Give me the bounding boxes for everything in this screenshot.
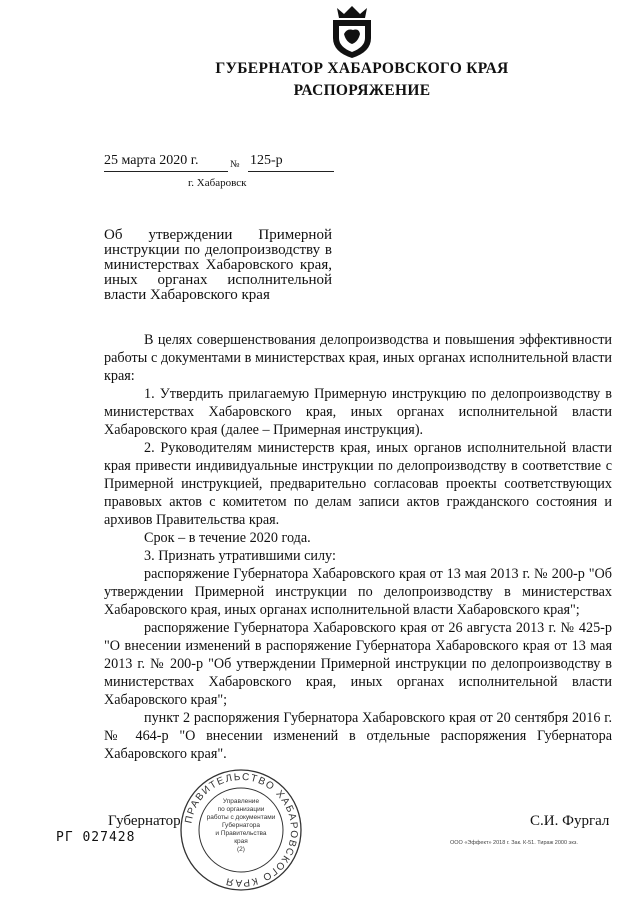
printer-imprint: ООО «Эффект» 2018 г. Зак. К-51. Тираж 2000 экз. — [450, 840, 578, 846]
date-underline — [104, 171, 228, 172]
body-item-2: 2. Руководителям министерств края, иных органов исполнительной власти края привести индивидуальные инструкции по делопроизводству в соответствие с Примерной инструкцией, предварительно согласовав проекты соответствующих правовых актов с комитетом по делам записи актов гражданского состояния и архивов Правительства края. — [104, 440, 612, 528]
document-number: 125-р — [250, 153, 283, 168]
document-type: РАСПОРЯЖЕНИЕ — [293, 82, 431, 99]
document-subject: Об утверждении Примерной инструкции по делопроизводству в министерствах Хабаровского края, иных органах исполнительной власти Хабаровского края — [104, 227, 332, 303]
stamp-line: (2) — [237, 846, 245, 853]
document-date: 25 марта 2020 г. — [104, 153, 199, 168]
issuer-title: ГУБЕРНАТОР ХАБАРОВСКОГО КРАЯ — [215, 60, 509, 77]
stamp-line: по организации — [217, 806, 265, 813]
document-city: г. Хабаровск — [188, 177, 247, 189]
repeal-item-3: пункт 2 распоряжения Губернатора Хабаровского края от 20 сентября 2016 г. № 464-р "О внесении изменений в отдельные распоряжения Губернатора Хабаровского края". — [104, 710, 612, 762]
document-body — [104, 331, 612, 763]
registration-number: РГ 027428 — [56, 830, 136, 845]
body-intro: В целях совершенствования делопроизводства и повышения эффективности работы с документами в министерствах края, иных органах исполнительной власти края: — [104, 332, 612, 384]
number-sign: № — [230, 159, 240, 170]
repeal-item-2: распоряжение Губернатора Хабаровского края от 26 августа 2013 г. № 425-р "О внесении изменений в распоряжение Губернатора Хабаровского края от 13 мая 2013 г. № 200-р "Об утверждении Примерной инструкции по делопроизводству в министерствах Хабаровского края, иных органах исполнительной власти Хабаровского края"; — [104, 620, 612, 708]
signatory-name: С.И. Фургал — [530, 813, 610, 829]
body-item-1: 1. Утвердить прилагаемую Примерную инструкцию по делопроизводству в министерствах Хабаровского края, иных органах исполнительной власти Хабаровского края (далее – Примерная инструкция). — [104, 386, 612, 438]
stamp-ring-text: ПРАВИТЕЛЬСТВО ХАБАРОВСКОГО КРАЯ — [183, 771, 300, 889]
stamp-line: работы с документами — [206, 814, 276, 821]
stamp-line: края — [234, 838, 248, 845]
official-stamp — [172, 765, 310, 895]
signatory-position: Губернатор — [108, 813, 181, 829]
body-item-3: 3. Признать утратившими силу: — [144, 548, 336, 564]
stamp-line: Управление — [222, 798, 260, 805]
stamp-line: и Правительства — [215, 830, 267, 837]
number-underline — [248, 171, 334, 172]
body-deadline: Срок – в течение 2020 года. — [144, 530, 311, 546]
stamp-line: Губернатора — [221, 822, 261, 829]
coat-of-arms-icon — [327, 4, 377, 60]
repeal-item-1: распоряжение Губернатора Хабаровского края от 13 мая 2013 г. № 200-р "Об утверждении Примерной инструкции по делопроизводству в министерствах Хабаровского края, иных органах исполнительной власти Хабаровского края"; — [104, 566, 612, 618]
